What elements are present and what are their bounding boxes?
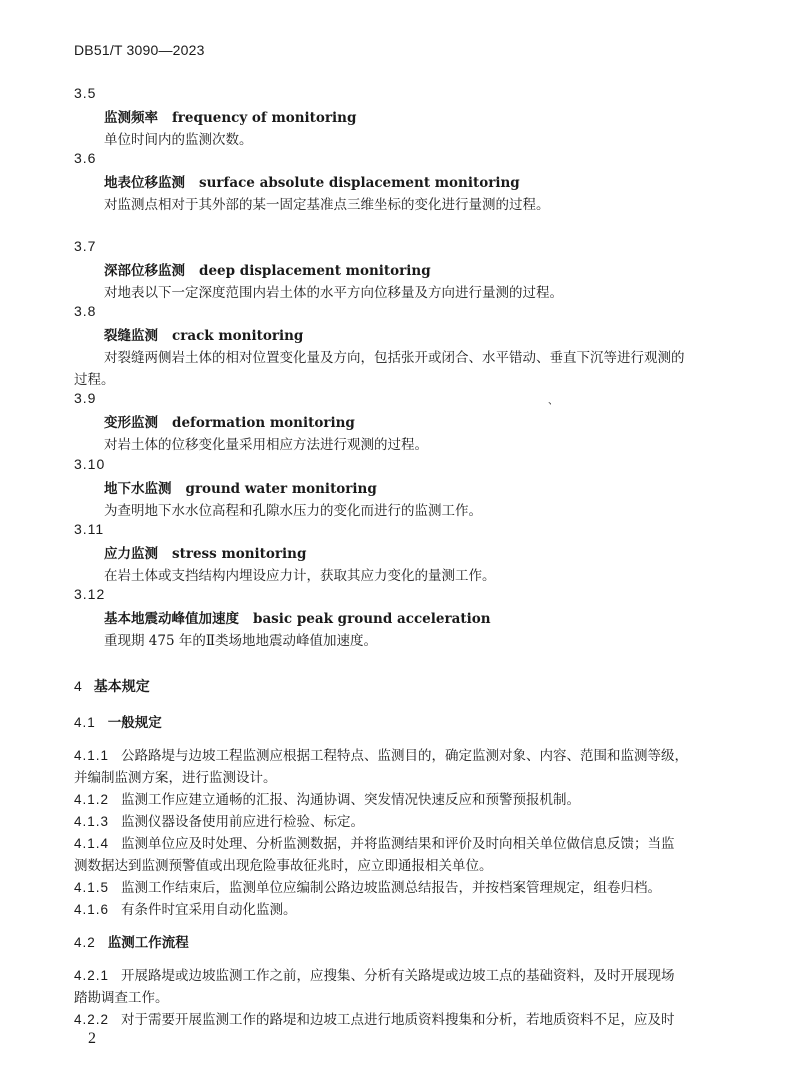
term-en: ground water monitoring	[185, 481, 377, 497]
term-number: 3.6	[74, 150, 97, 166]
clause	[74, 898, 297, 918]
term-title	[104, 106, 356, 126]
term-title	[104, 259, 431, 279]
subsection-number: 4.1	[74, 715, 96, 730]
clause-text: 监测工作应建立通畅的汇报、沟通协调、突发情况快速反应和预警预报机制。	[121, 792, 581, 808]
clause-number: 4.1.4	[74, 836, 110, 851]
term-number: 3.12	[74, 586, 106, 602]
clause-text: 开展路堤或边坡监测工作之前，应搜集、分析有关路堤或边坡工点的基础资料，及时开展现场	[121, 968, 675, 984]
term-title	[104, 607, 491, 627]
term-definition: 重现期 475 年的Ⅱ类场地地震动峰值加速度。	[104, 633, 378, 649]
term-number: 3.9	[74, 390, 97, 406]
subsection-heading	[74, 931, 189, 951]
term-en: basic peak ground acceleration	[253, 611, 491, 627]
term-number: 3.8	[74, 303, 97, 319]
term-number: 3.10	[74, 456, 106, 472]
term-number: 3.7	[74, 238, 97, 254]
clause	[74, 788, 580, 808]
clause-text: 有条件时宜采用自动化监测。	[121, 902, 297, 918]
clause-text: 监测单位应及时处理、分析监测数据，并将监测结果和评价及时向相关单位做信息反馈；当监	[121, 836, 675, 852]
clause-cont: 踏勘调查工作。	[74, 990, 169, 1006]
stray-mark: 、	[548, 396, 558, 407]
term-zh: 变形监测	[104, 415, 158, 431]
clause	[74, 832, 675, 852]
clause-cont: 并编制监测方案，进行监测设计。	[74, 770, 277, 786]
term-en: deep displacement monitoring	[199, 263, 431, 279]
term-en: stress monitoring	[172, 546, 307, 562]
term-definition: 在岩土体或支挡结构内埋设应力计，获取其应力变化的量测工作。	[104, 568, 496, 584]
term-title	[104, 477, 377, 497]
clause-number: 4.1.1	[74, 748, 110, 763]
term-definition: 对地表以下一定深度范围内岩土体的水平方向位移量及方向进行量测的过程。	[104, 285, 563, 301]
clause	[74, 1008, 675, 1028]
clause	[74, 876, 661, 896]
term-zh: 地下水监测	[104, 481, 172, 497]
clause-text: 公路路堤与边坡工程监测应根据工程特点、监测目的，确定监测对象、内容、范围和监测等级，	[121, 748, 689, 764]
term-zh: 裂缝监测	[104, 328, 158, 344]
term-title	[104, 411, 355, 431]
clause-text: 对于需要开展监测工作的路堤和边坡工点进行地质资料搜集和分析，若地质资料不足，应及时	[121, 1012, 675, 1028]
clause	[74, 744, 688, 764]
section-title: 基本规定	[93, 679, 150, 695]
clause	[74, 810, 364, 830]
subsection-title: 监测工作流程	[107, 935, 189, 951]
term-title	[104, 324, 303, 344]
page-number: 2	[88, 1030, 96, 1047]
term-zh: 应力监测	[104, 546, 158, 562]
clause-number: 4.1.3	[74, 814, 110, 829]
clause-cont: 测数据达到监测预警值或出现危险事故征兆时，应立即通报相关单位。	[74, 858, 493, 874]
section-heading	[74, 676, 150, 696]
term-definition: 单位时间内的监测次数。	[104, 132, 253, 148]
clause-number: 4.2.2	[74, 1012, 110, 1027]
clause-text: 监测仪器设备使用前应进行检验、标定。	[121, 814, 365, 830]
subsection-heading	[74, 711, 162, 731]
term-en: deformation monitoring	[172, 415, 355, 431]
clause-number: 4.2.1	[74, 968, 110, 983]
term-definition: 对裂缝两侧岩土体的相对位置变化量及方向，包括张开或闭合、水平错动、垂直下沉等进行观测的	[104, 350, 685, 366]
term-definition-cont: 过程。	[74, 372, 115, 388]
term-zh: 深部位移监测	[104, 263, 185, 279]
term-definition: 为查明地下水水位高程和孔隙水压力的变化而进行的监测工作。	[104, 503, 482, 519]
term-number: 3.5	[74, 85, 97, 101]
term-en: surface absolute displacement monitoring	[199, 175, 520, 191]
term-en: frequency of monitoring	[172, 110, 357, 126]
term-en: crack monitoring	[172, 328, 304, 344]
clause	[74, 964, 675, 984]
term-definition: 对监测点相对于其外部的某一固定基准点三维坐标的变化进行量测的过程。	[104, 197, 550, 213]
clause-number: 4.1.5	[74, 880, 110, 895]
term-zh: 基本地震动峰值加速度	[104, 611, 239, 627]
term-number: 3.11	[74, 521, 105, 537]
term-title	[104, 171, 520, 191]
subsection-title: 一般规定	[107, 715, 162, 731]
subsection-number: 4.2	[74, 935, 96, 950]
clause-text: 监测工作结束后，监测单位应编制公路边坡监测总结报告，并按档案管理规定，组卷归档。	[121, 880, 662, 896]
section-number: 4	[74, 678, 82, 694]
term-zh: 监测频率	[104, 110, 158, 126]
document-code-header: DB51/T 3090—2023	[74, 42, 205, 58]
clause-number: 4.1.6	[74, 902, 110, 917]
term-title	[104, 542, 306, 562]
term-definition: 对岩土体的位移变化量采用相应方法进行观测的过程。	[104, 437, 428, 453]
term-zh: 地表位移监测	[104, 175, 185, 191]
clause-number: 4.1.2	[74, 792, 110, 807]
